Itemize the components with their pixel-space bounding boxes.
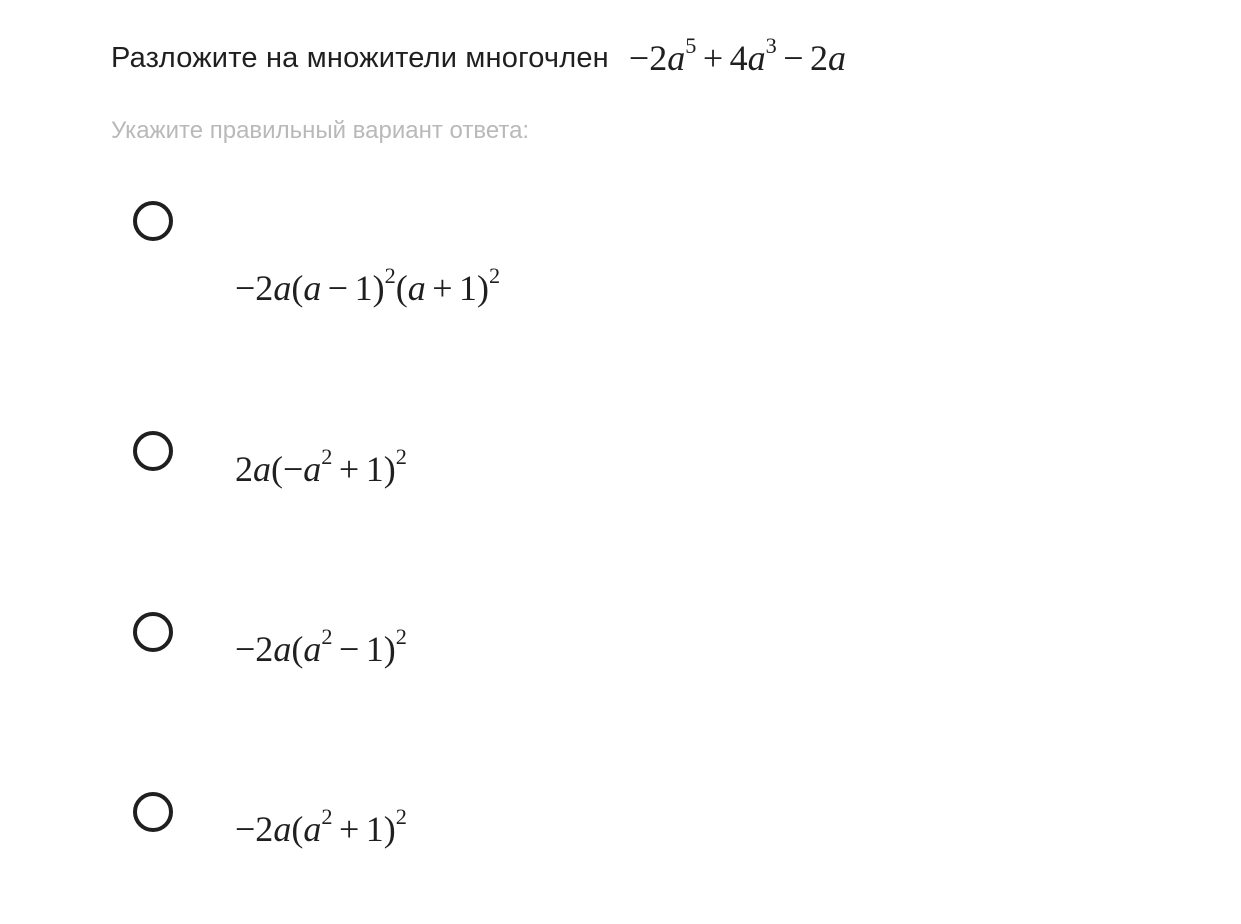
math-operator: −: [783, 38, 804, 78]
math-exponent: 2: [395, 443, 407, 469]
math-variable: a: [747, 38, 766, 78]
math-paren: (: [291, 268, 304, 308]
math-term: 1): [458, 268, 489, 308]
math-term: 1): [365, 809, 396, 849]
answer-option-1[interactable]: [133, 201, 833, 308]
option-formula: [235, 443, 407, 490]
math-paren: (: [395, 268, 408, 308]
math-variable: a: [273, 809, 292, 849]
math-term: −2: [235, 629, 274, 669]
math-exponent: 2: [384, 262, 396, 288]
math-variable: a: [303, 629, 322, 669]
option-formula: [235, 262, 501, 309]
math-term: 2: [810, 38, 829, 78]
math-term: 1): [365, 449, 396, 489]
math-exponent: 2: [395, 623, 407, 649]
math-paren: (−: [271, 449, 304, 489]
math-exponent: 2: [321, 443, 333, 469]
math-exponent: 3: [765, 32, 777, 58]
math-variable: a: [667, 38, 686, 78]
math-variable: a: [273, 629, 292, 669]
radio-button[interactable]: [133, 201, 173, 241]
math-exponent: 2: [488, 262, 501, 288]
answer-hint: Укажите правильный вариант ответа:: [111, 117, 530, 144]
math-operator: +: [338, 449, 360, 489]
math-exponent: 2: [321, 803, 333, 829]
math-exponent: 2: [321, 623, 333, 649]
radio-button[interactable]: [133, 612, 173, 652]
math-term: −2: [235, 809, 274, 849]
math-term: 1): [354, 268, 385, 308]
answer-option-4[interactable]: [133, 792, 833, 872]
option-formula: [235, 623, 407, 670]
math-variable: a: [407, 268, 426, 308]
option-formula: [235, 803, 407, 850]
math-term: 2: [235, 449, 253, 489]
math-variable: a: [828, 38, 847, 78]
answer-option-3[interactable]: [133, 612, 833, 692]
math-term: −2: [235, 268, 274, 308]
math-paren: (: [291, 629, 304, 669]
math-term: 1): [365, 629, 396, 669]
math-operator: +: [432, 268, 453, 308]
math-operator: +: [702, 38, 724, 78]
math-term: 4: [729, 38, 748, 78]
answer-option-2[interactable]: [133, 431, 833, 511]
math-variable: a: [303, 809, 322, 849]
math-variable: a: [303, 449, 322, 489]
math-operator: +: [338, 809, 360, 849]
math-operator: −: [327, 268, 349, 308]
math-variable: a: [253, 449, 271, 489]
math-variable: a: [273, 268, 292, 308]
math-exponent: 2: [395, 803, 407, 829]
math-paren: (: [291, 809, 304, 849]
math-exponent: 5: [685, 32, 697, 58]
math-variable: a: [303, 268, 322, 308]
question-text: Разложите на множители многочлен: [111, 41, 609, 74]
radio-button[interactable]: [133, 792, 173, 832]
radio-button[interactable]: [133, 431, 173, 471]
math-term: −2: [628, 38, 668, 78]
math-operator: −: [338, 629, 360, 669]
